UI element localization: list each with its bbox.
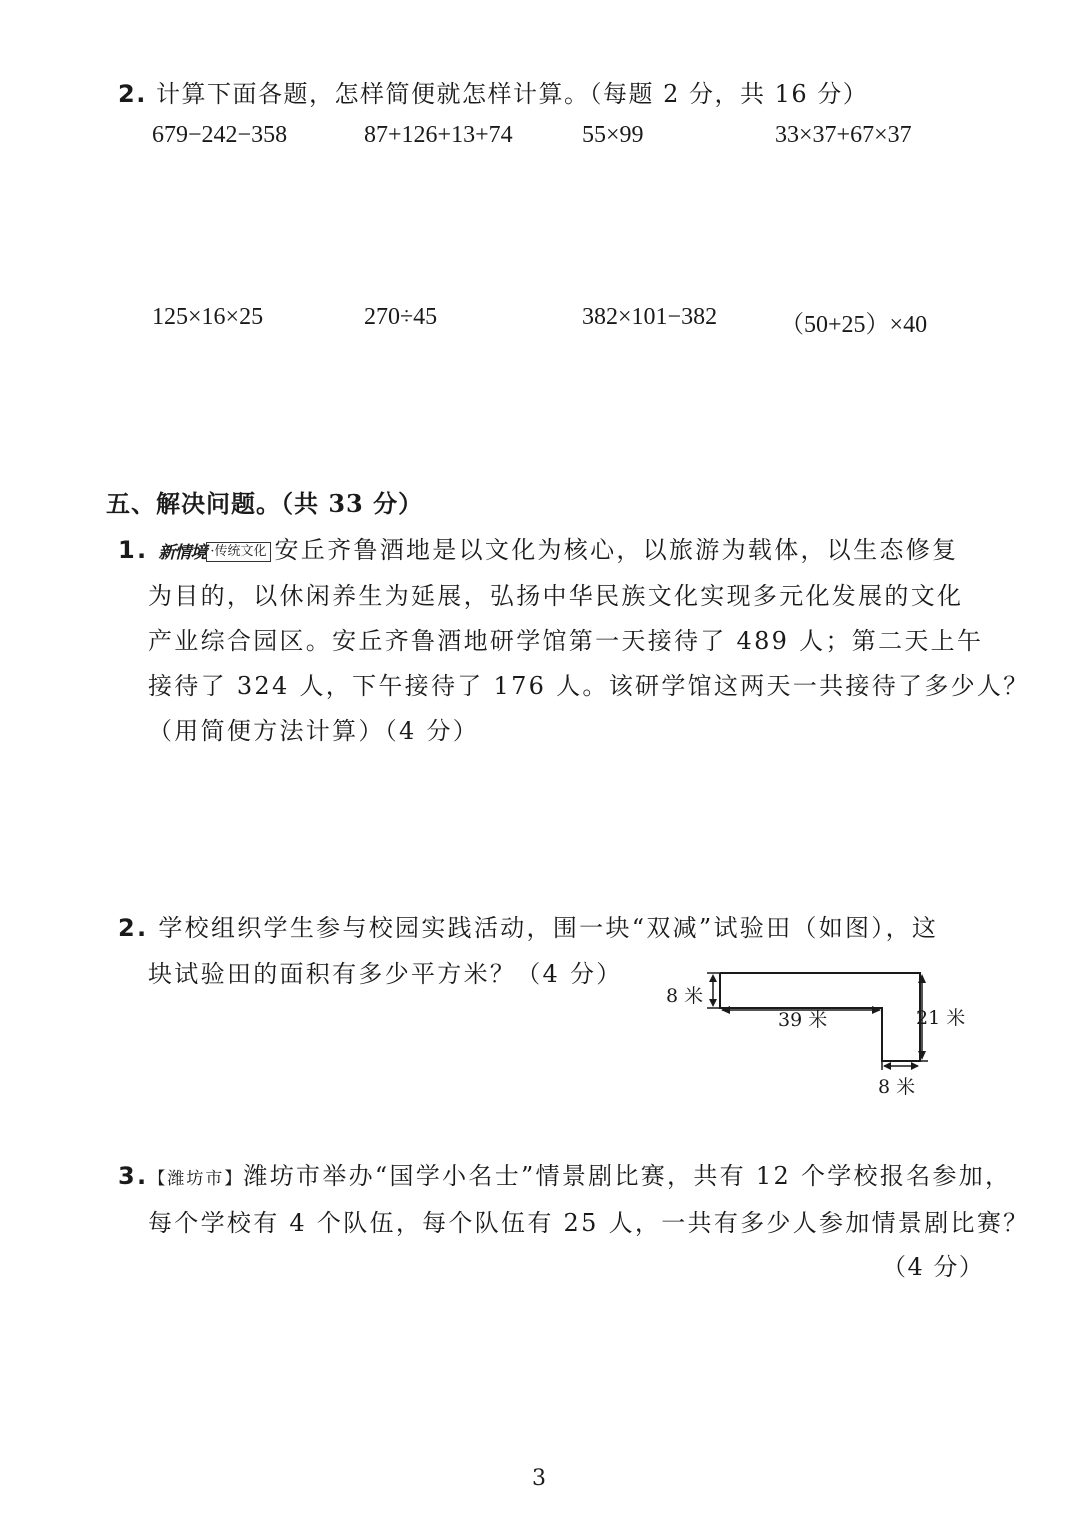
score-label: （4 分） xyxy=(882,1253,985,1281)
text-line: 为目的，以休闲养生为延展，弘扬中华民族文化实现多元化发展的文化 xyxy=(148,582,964,610)
expression: 55×99 xyxy=(582,122,644,148)
question-number: 2. xyxy=(118,914,149,942)
calc-question-header xyxy=(118,74,868,109)
page-number: 3 xyxy=(532,1466,546,1491)
expression: 382×101−382 xyxy=(582,304,718,330)
expression: 270÷45 xyxy=(364,304,438,330)
q3-line-1 xyxy=(118,1156,1011,1191)
text-line: 块试验田的面积有多少平方米？（4 分） xyxy=(148,960,623,988)
region-tag: 【潍坊市】 xyxy=(148,1169,244,1189)
expression: 125×16×25 xyxy=(152,304,264,330)
text-line: 安丘齐鲁酒地是以文化为核心，以旅游为载体，以生态修复 xyxy=(274,536,959,564)
dim-label-inner-length: 39 米 xyxy=(778,1009,828,1031)
section-title: 五、解决问题。（共 33 分） xyxy=(106,489,424,518)
text-line: 学校组织学生参与校园实践活动，围一块“双减”试验田（如图），这 xyxy=(158,914,939,942)
text-line: 接待了 324 人，下午接待了 176 人。该研学馆这两天一共接待了多少人？ xyxy=(148,672,1030,700)
question-number: 1. xyxy=(118,536,149,564)
context-tag: 新情境 xyxy=(158,543,207,563)
field-diagram xyxy=(660,960,980,1100)
question-number: 3. xyxy=(118,1162,149,1190)
text-line: 产业综合园区。安丘齐鲁酒地研学馆第一天接待了 489 人；第二天上午 xyxy=(148,627,984,655)
q1-line-1 xyxy=(118,530,958,565)
text-line: 潍坊市举办“国学小名士”情景剧比赛，共有 12 个学校报名参加， xyxy=(243,1162,1012,1190)
text-line: 每个学校有 4 个队伍，每个队伍有 25 人，一共有多少人参加情景剧比赛？ xyxy=(148,1209,1030,1237)
question-number: 2. xyxy=(118,80,147,108)
expression: 679−242−358 xyxy=(152,122,288,148)
dim-label-height: 21 米 xyxy=(916,1007,966,1029)
dim-bottom xyxy=(882,1061,919,1070)
text-line: （用简便方法计算）（4 分） xyxy=(148,717,480,745)
expression: 33×37+67×37 xyxy=(775,122,912,148)
dim-label-top-width: 8 米 xyxy=(666,985,704,1007)
expression: （50+25）×40 xyxy=(780,312,928,338)
question-text: 计算下面各题，怎样简便就怎样计算。（每题 2 分，共 16 分） xyxy=(155,80,869,108)
context-tag-box: ·传统文化 xyxy=(206,542,270,562)
dim-label-bottom-width: 8 米 xyxy=(878,1076,916,1098)
dim-left xyxy=(707,973,720,1008)
q2-line-1 xyxy=(118,908,938,943)
expression: 87+126+13+74 xyxy=(364,122,513,148)
